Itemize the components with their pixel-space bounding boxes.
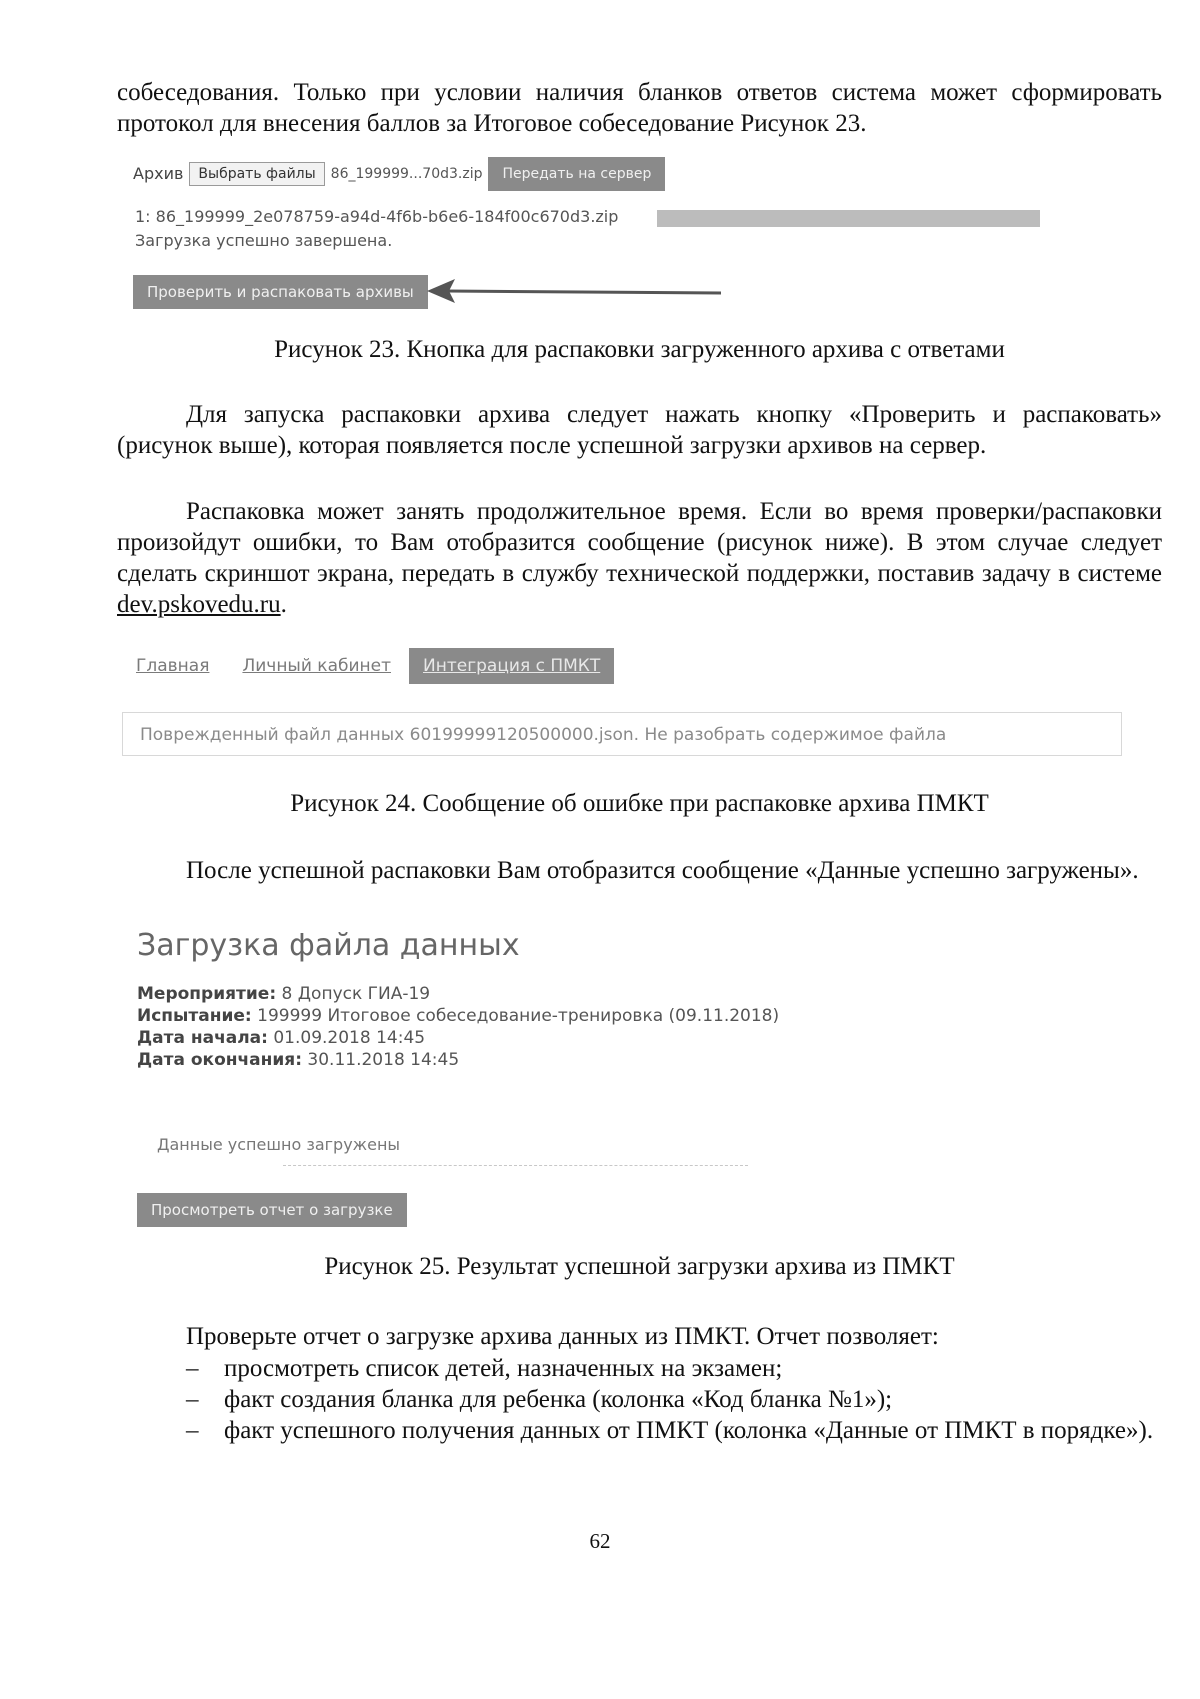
fig25-caption: Рисунок 25. Результат успешной загрузки архива из ПМКТ [324, 1253, 955, 1280]
paragraph-errors-text: Распаковка может занять продолжительное время. Если во время проверки/распаковки произойдут ошибки, то Вам отобразится сообщение (рисунок ниже). В этом случае следует сделать скриншот экрана, передать в службу технической поддержки, поставив задачу в системе [117, 498, 1162, 587]
upload-progress-fill [657, 210, 1040, 227]
view-report-button[interactable]: Просмотреть отчет о загрузке [137, 1193, 407, 1227]
field-test: Испытание: 199999 Итоговое собеседование-тренировка (09.11.2018) [137, 1006, 780, 1026]
fig24-caption: Рисунок 24. Сообщение об ошибке при распаковке архива ПМКТ [290, 790, 989, 817]
fig23-archive-row [133, 157, 665, 190]
check-unpack-archives-button[interactable]: Проверить и распаковать архивы [133, 275, 428, 309]
list-item: – факт успешного получения данных от ПМКТ (колонка «Данные от ПМКТ в порядке»). [186, 1417, 1154, 1444]
fig23-caption: Рисунок 23. Кнопка для распаковки загруженного архива с ответами [274, 336, 1005, 363]
intro-paragraph: собеседования. Только при условии наличия бланков ответов система может сформировать протокол для внесения баллов за Итоговое собеседование Рисунок 23. [117, 79, 1162, 137]
choose-files-button[interactable]: Выбрать файлы [189, 162, 324, 186]
field-start-date: Дата начала: 01.09.2018 14:45 [137, 1028, 426, 1048]
upload-to-server-button[interactable]: Передать на сервер [488, 157, 665, 191]
list-item: – просмотреть список детей, назначенных на экзамен; [186, 1355, 783, 1382]
upload-progress-bar [657, 210, 1040, 227]
arrow-left-icon [425, 276, 725, 306]
list-item: – факт создания бланка для ребенка (колонка «Код бланка №1»); [186, 1386, 893, 1413]
field-end-date: Дата окончания: 30.11.2018 14:45 [137, 1050, 460, 1070]
paragraph-errors-end: . [280, 591, 287, 618]
page-number: 62 [589, 1529, 611, 1553]
upload-page-title: Загрузка файла данных [137, 928, 520, 963]
paragraph-errors [117, 496, 1162, 620]
archive-label: Архив [133, 164, 184, 183]
fig24-nav [136, 648, 614, 684]
error-message-box: Поврежденный файл данных 60199999120500000.json. Не разобрать содержимое файла [122, 712, 1122, 756]
divider [283, 1165, 748, 1166]
report-features-list [186, 1353, 1162, 1446]
selected-file-name: 86_199999...70d3.zip [330, 165, 483, 182]
nav-pmkt-integration[interactable]: Интеграция с ПМКТ [409, 648, 614, 684]
paragraph-check-report: Проверьте отчет о загрузке архива данных из ПМКТ. Отчет позволяет: [186, 1323, 939, 1350]
paragraph-unpack-start: Для запуска распаковки архива следует нажать кнопку «Проверить и распаковать» (рисунок выше), которая появляется после успешной загрузки архивов на сервер. [117, 401, 1162, 459]
nav-home[interactable]: Главная [136, 656, 210, 676]
support-link[interactable]: dev.pskovedu.ru [117, 591, 281, 618]
nav-personal-account[interactable]: Личный кабинет [242, 656, 391, 676]
upload-status: Загрузка успешно завершена. [135, 231, 393, 250]
success-message: Данные успешно загружены [157, 1135, 401, 1154]
upload-file-line: 1: 86_199999_2e078759-a94d-4f6b-b6e6-184f00c670d3.zip [135, 207, 619, 226]
upload-info-fields [137, 983, 779, 1071]
paragraph-success: После успешной распаковки Вам отобразится сообщение «Данные успешно загружены». [186, 857, 1139, 884]
field-event: Мероприятие: 8 Допуск ГИА-19 [137, 984, 431, 1004]
